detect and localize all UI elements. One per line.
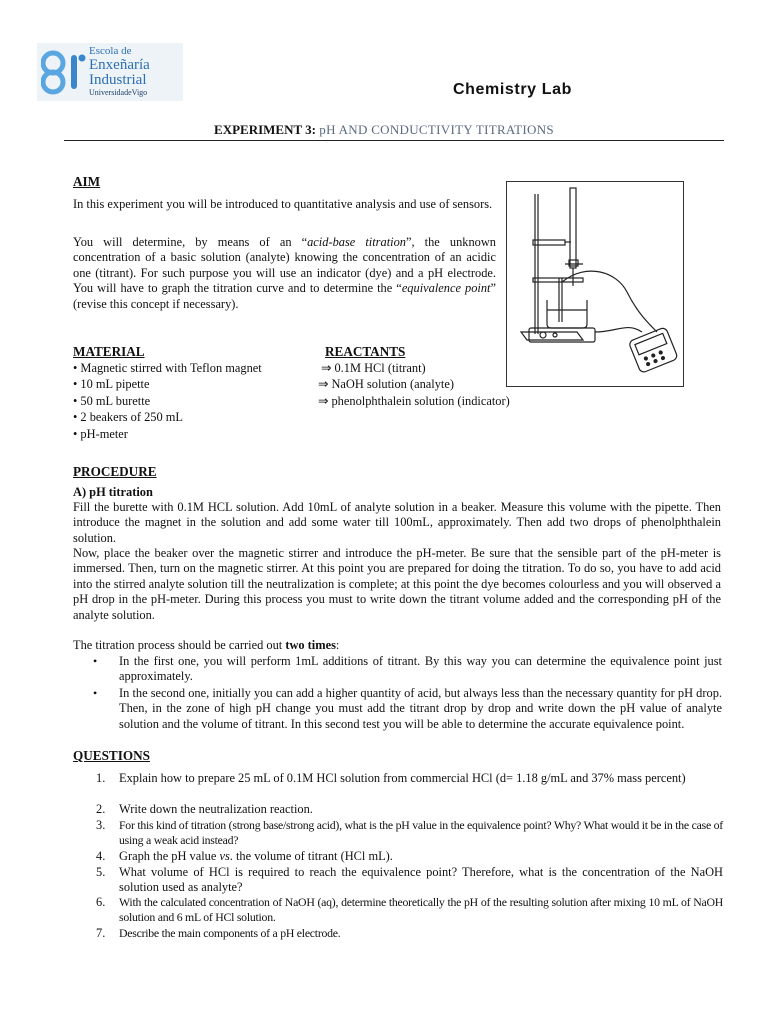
question-3: For this kind of titration (strong base/strong acid), what is the pH value in the equivalence point? Why? What would it be in the case of using a weak acid instead? [119,818,723,848]
aim-text: ” (revise this concept if necessary). [73,281,496,311]
header-divider [64,140,724,141]
question-7: Describe the main components of a pH electrode. [119,926,341,940]
question-number: 3. [96,818,106,832]
experiment-title [0,122,768,137]
experiment-number: EXPERIMENT 3: [214,122,320,137]
question-number: 7. [96,926,106,940]
question-number: 5. [96,865,106,879]
eei-logo-icon [41,49,89,95]
question-2: Write down the neutralization reaction. [119,802,313,816]
reactants-heading: REACTANTS [325,344,406,359]
aim-paragraph-1: In this experiment you will be introduced to quantitative analysis and use of sensors. [73,197,493,211]
material-item: • 2 beakers of 250 mL [73,410,183,424]
material-heading: MATERIAL [73,344,145,359]
questions-heading: QUESTIONS [73,748,150,763]
material-item: • Magnetic stirred with Teflon magnet [73,361,262,375]
procedure-paragraph-2: Now, place the beaker over the magnetic stirrer and introduce the pH-meter. Be sure that the sensible part of the pH-meter is immersed. Then, turn on the magnetic stirrer. At this point you are prepared for doing the titration. To do so, you have to add acid into the stirred analyte solution till the neutralization is complete; at this point the dye becomes colourless and you will observed a pH drop in the pH-meter. During this process you must to write down the titrant volume added and the corresponding pH of the analyte solution. [73,546,721,622]
aim-text: You will determine, by means of an “ [73,235,308,249]
logo-text-line-2: Enxeñaría [89,57,150,73]
reactant-item: ⇒ phenolphthalein solution (indicator) [318,394,510,408]
titration-bullet-2: In the second one, initially you can add a higher quantity of acid, but always less than the necessary quantity for pH drop. Then, in the zone of high pH change you must add the titrant drop by drop and write down the pH value of analyte solution and the volume of titrant. In this second test you will be able to determine the accurate equivalence point. [119,686,722,731]
procedure-heading: PROCEDURE [73,464,157,479]
logo-text-line-3: Industrial [89,72,147,88]
question-4-text: Graph the pH value [119,849,220,863]
ph-titration-subheading: A) pH titration [73,485,153,499]
material-item: • 50 mL burette [73,394,151,408]
aim-heading: AIM [73,174,101,189]
bullet-marker: • [93,686,98,700]
procedure-paragraph-1: Fill the burette with 0.1M HCL solution. Add 10mL of analyte solution in a beaker. Measure this volume with the pipette. Then introduce the magnet in the solution and add some water till 100mL, approximately. Then add two drops of phenolphthalein solution. [73,500,721,545]
titration-intro [73,638,339,653]
material-item: • 10 mL pipette [73,377,150,391]
titration-intro-bold: two times [285,638,336,652]
experiment-name: pH AND CONDUCTIVITY TITRATIONS [319,122,554,137]
material-item: • pH-meter [73,427,128,441]
question-4 [119,849,723,864]
question-number: 1. [96,771,106,785]
question-number: 2. [96,802,106,816]
aim-paragraph-2 [73,235,496,312]
school-logo [37,43,183,101]
aim-emphasis-titration: acid-base titration [307,235,406,249]
question-number: 6. [96,895,106,909]
question-5: What volume of HCl is required to reach the equivalence point? Therefore, what is the concentration of the NaOH solution used as analyte? [119,865,723,895]
page-header-title: Chemistry Lab [453,81,572,98]
reactant-item: ⇒ NaOH solution (analyte) [318,377,454,391]
logo-text-university: UniversidadeVigo [89,88,148,97]
reactant-item: ⇒ 0.1M HCl (titrant) [321,361,426,375]
aim-text: ”, the unknown concentration of a basic solution (analyte) knowing the concentration of an acidic one (titrant). For such purpose you will use an indicator (dye) and a pH electrode. You will have to graph the titration curve and to determine the “ [73,235,496,296]
question-6: With the calculated concentration of NaOH (aq), determine theoretically the pH of the resulting solution after mixing 10 mL of NaOH solution and 6 mL of HCl solution. [119,895,723,925]
titration-bullet-1: In the first one, you will perform 1mL additions of titrant. By this way you can determine the equivalence point just approximately. [119,654,722,684]
bullet-marker: • [93,654,98,668]
question-number: 4. [96,849,106,863]
titration-intro-end: : [335,638,340,652]
titration-apparatus-figure [506,181,684,387]
titration-setup-illustration [507,182,683,386]
titration-intro-text: The titration process should be carried out [73,638,286,652]
logo-text-line-1: Escola de [89,45,132,57]
aim-emphasis-equivalence: equivalence point [401,281,491,296]
question-4-emphasis: vs [219,849,230,863]
question-1: Explain how to prepare 25 mL of 0.1M HCl solution from commercial HCl (d= 1.18 g/mL and 37% mass percent) [119,771,686,785]
question-4-text: . the volume of titrant (HCl mL). [229,849,393,863]
